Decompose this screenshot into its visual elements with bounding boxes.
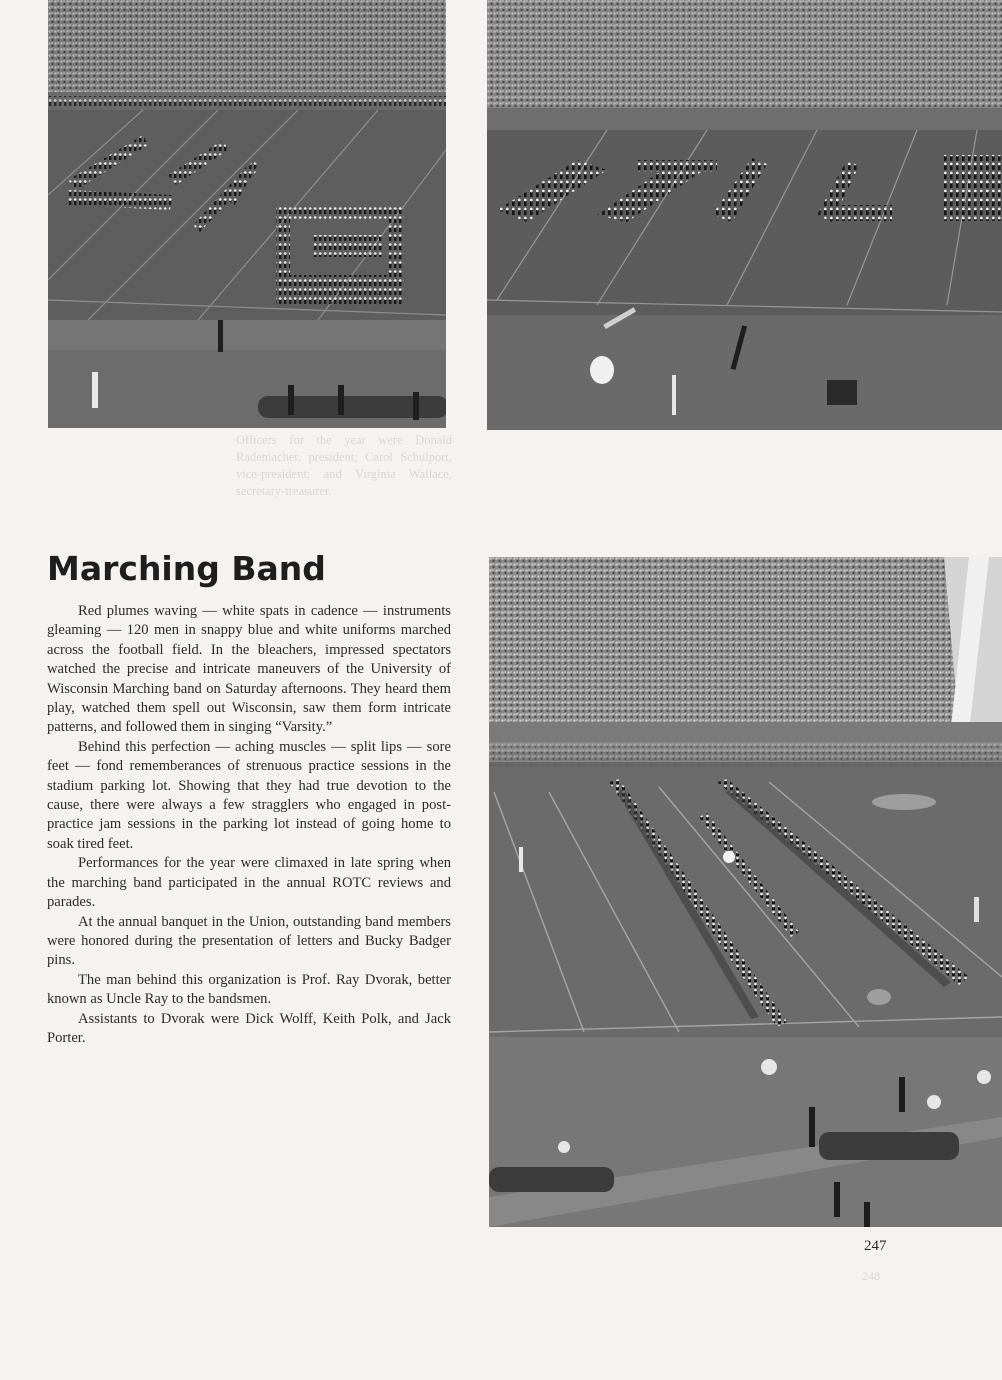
page-number: 247 (864, 1238, 887, 1254)
show-through-page-number: 248 (862, 1269, 880, 1283)
article-paragraph: Assistants to Dvorak were Dick Wolff, Keith Polk, and Jack Porter. (47, 1010, 451, 1046)
band-spelling-formation-wide-photo (487, 0, 1002, 430)
article-paragraph: Behind this perfection — aching muscles — split lips — sore feet — fond rememberances of strenuous practice sessions in the stadium parking lot. Showing that they had true devotion to the cause, there were always a few stragglers who engaged in post-practice jam sessions in the parking lot instead of going home to soak tired feet. (47, 738, 451, 852)
band-spelling-formation-photo (48, 0, 446, 428)
page-title: Marching Band (47, 549, 326, 588)
article-paragraph: The man behind this organization is Prof. Ray Dvorak, better known as Uncle Ray to the bandsmen. (47, 971, 451, 1008)
article-body (47, 602, 451, 1048)
band-column-formation-photo (489, 557, 1002, 1227)
article-paragraph: At the annual banquet in the Union, outstanding band members were honored during the presentation of letters and Bucky Badger pins. (47, 913, 451, 969)
show-through-caption-top: Officers for the year were Donald Rademacher, president; Carol Schulport, vice-president; and Virginia Wallace, secretary-treasurer. (236, 433, 452, 498)
article-paragraph: Performances for the year were climaxed in late spring when the marching band participated in the annual ROTC reviews and parades. (47, 855, 451, 911)
article-paragraph: Red plumes waving — white spats in cadence — instruments gleaming — 120 men in snappy blue and white uniforms marched across the football field. In the bleachers, impressed spectators watched the precise and intricate maneuvers of the University of Wisconsin Marching band on Saturday afternoons. They heard them play, watched them spell out Wisconsin, saw them form intricate patterns, and followed them in singing “Varsity.” (47, 603, 451, 736)
